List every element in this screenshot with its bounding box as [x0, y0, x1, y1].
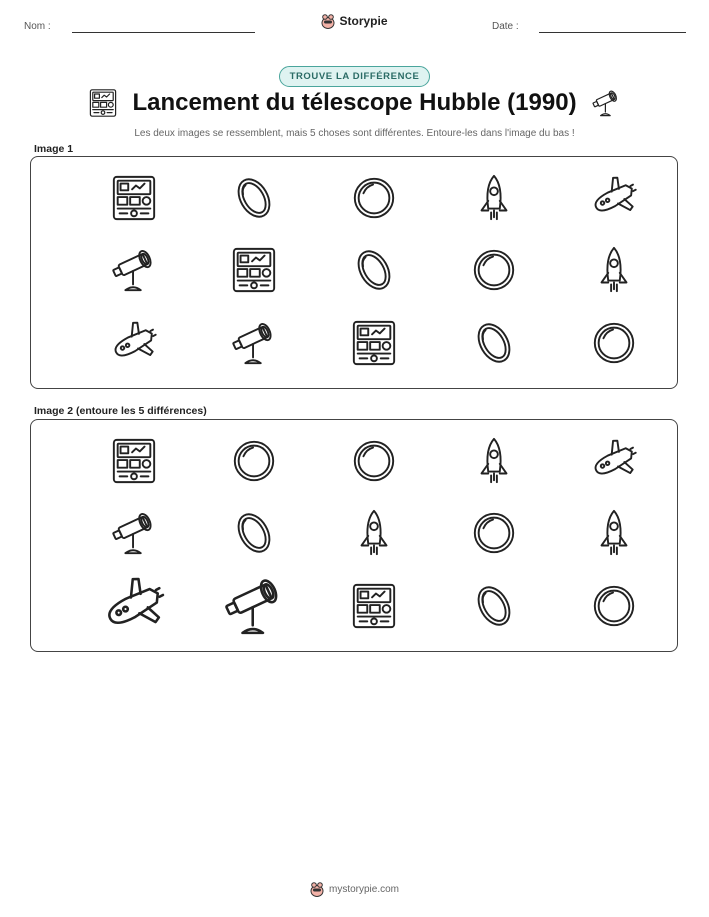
grid-cell[interactable] — [344, 570, 404, 642]
telescope-icon — [230, 319, 278, 367]
lens-icon — [230, 437, 278, 485]
grid-cell[interactable] — [584, 425, 644, 497]
grid-cell — [464, 307, 524, 379]
grid-cell[interactable] — [224, 570, 284, 642]
panel-2-label: Image 2 (entoure les 5 différences) — [34, 405, 207, 417]
lens-tilted-icon — [350, 246, 398, 294]
lens-icon — [470, 246, 518, 294]
footer — [0, 881, 709, 897]
lens-icon — [590, 582, 638, 630]
grid-cell — [344, 307, 404, 379]
shuttle-icon — [590, 437, 638, 485]
name-label: Nom : — [24, 21, 51, 32]
grid-cell — [344, 162, 404, 234]
grid-cell — [584, 234, 644, 306]
grid-cell[interactable] — [464, 570, 524, 642]
instructions: Les deux images se ressemblent, mais 5 choses sont différentes. Entoure-les dans l'image du bas ! — [134, 128, 575, 139]
shuttle-icon — [110, 319, 158, 367]
grid-cell[interactable] — [104, 425, 164, 497]
shuttle-icon — [102, 574, 166, 638]
grid-cell — [224, 234, 284, 306]
grid-cell[interactable] — [224, 425, 284, 497]
grid-cell[interactable] — [224, 497, 284, 569]
rocket-icon — [590, 246, 638, 294]
panel-image-1 — [30, 156, 678, 389]
rocket-icon — [470, 437, 518, 485]
storypie-logo-icon — [310, 881, 324, 897]
telescope-icon — [222, 574, 286, 638]
grid-cell — [584, 162, 644, 234]
panel-image-2[interactable] — [30, 419, 678, 652]
date-label: Date : — [492, 21, 519, 32]
grid-cell[interactable] — [344, 497, 404, 569]
brand-name: Storypie — [339, 14, 388, 28]
lens-tilted-icon — [470, 319, 518, 367]
rocket-icon — [350, 509, 398, 557]
grid-cell — [104, 307, 164, 379]
telescope-icon — [591, 88, 621, 118]
console-icon — [110, 437, 158, 485]
footer-url: mystorypie.com — [328, 883, 399, 895]
rocket-icon — [590, 509, 638, 557]
console-icon — [88, 88, 118, 118]
shuttle-icon — [590, 174, 638, 222]
storypie-logo-icon — [321, 13, 335, 29]
telescope-icon — [110, 509, 158, 557]
page-title: Lancement du télescope Hubble (1990) — [132, 89, 577, 116]
lens-tilted-icon — [230, 174, 278, 222]
console-icon — [350, 582, 398, 630]
grid-cell[interactable] — [464, 425, 524, 497]
date-line[interactable] — [539, 32, 686, 33]
console-icon — [230, 246, 278, 294]
lens-tilted-icon — [470, 582, 518, 630]
telescope-icon — [110, 246, 158, 294]
lens-icon — [590, 319, 638, 367]
grid-cell[interactable] — [464, 497, 524, 569]
console-icon — [350, 319, 398, 367]
grid-cell[interactable] — [584, 570, 644, 642]
lens-tilted-icon — [230, 509, 278, 557]
lens-icon — [350, 174, 398, 222]
name-line[interactable] — [72, 32, 255, 33]
grid-cell — [224, 162, 284, 234]
grid-cell — [104, 162, 164, 234]
grid-cell[interactable] — [104, 497, 164, 569]
brand — [0, 13, 709, 29]
grid-cell[interactable] — [104, 570, 164, 642]
activity-badge: TROUVE LA DIFFÉRENCE — [279, 66, 431, 87]
console-icon — [110, 174, 158, 222]
grid-cell — [584, 307, 644, 379]
grid-cell — [104, 234, 164, 306]
grid-cell — [464, 234, 524, 306]
grid-cell[interactable] — [584, 497, 644, 569]
rocket-icon — [470, 174, 518, 222]
panel-1-label: Image 1 — [34, 143, 74, 155]
grid-cell — [344, 234, 404, 306]
grid-cell — [224, 307, 284, 379]
grid-cell[interactable] — [344, 425, 404, 497]
grid-cell — [464, 162, 524, 234]
title-row — [0, 88, 709, 118]
lens-icon — [470, 509, 518, 557]
lens-icon — [350, 437, 398, 485]
